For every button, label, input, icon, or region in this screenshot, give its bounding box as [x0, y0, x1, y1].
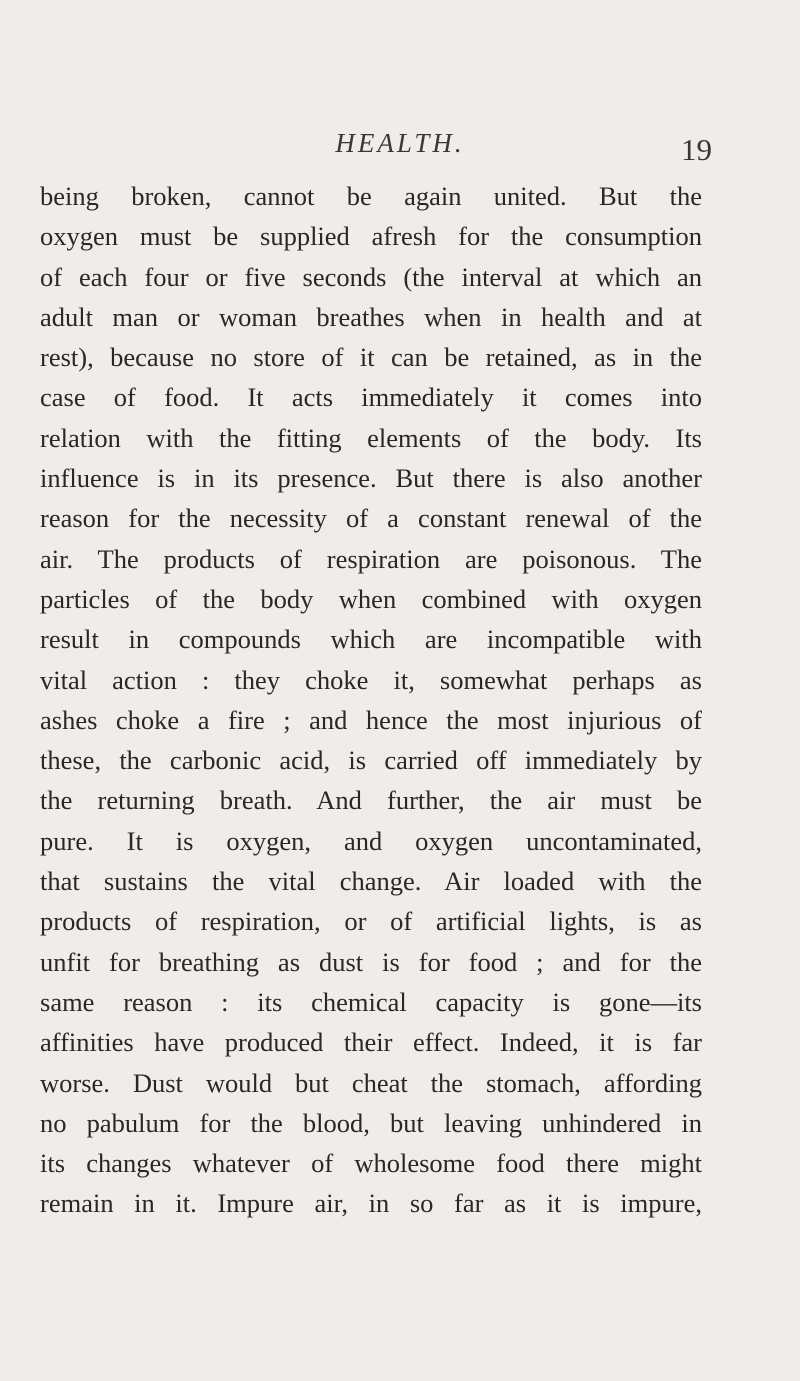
text-line: of each four or five seconds (the interval at which an	[40, 261, 702, 292]
text-line: that sustains the vital change. Air loaded with the	[40, 866, 702, 897]
text-line: no pabulum for the blood, but leaving unhindered in	[40, 1107, 702, 1138]
text-line: oxygen must be supplied afresh for the consumption	[40, 221, 702, 252]
text-line: relation with the fitting elements of the body. Its	[40, 422, 702, 453]
text-line: being broken, cannot be again united. But the	[40, 181, 702, 211]
text-line: adult man or woman breathes when in health and at	[40, 301, 702, 332]
text-line: unfit for breathing as dust is for food ; and for the	[40, 946, 702, 977]
text-line: products of respiration, or of artificial lights, is as	[40, 906, 702, 937]
text-line: worse. Dust would but cheat the stomach, affording	[40, 1067, 702, 1098]
text-line: its changes whatever of wholesome food there might	[40, 1148, 702, 1179]
page-number: 19	[681, 132, 712, 167]
text-line: particles of the body when combined with oxygen	[40, 583, 702, 614]
text-line: affinities have produced their effect. Indeed, it is far	[40, 1027, 702, 1058]
text-line: result in compounds which are incompatible with	[40, 624, 702, 655]
body-paragraph	[40, 176, 702, 1224]
text-line: case of food. It acts immediately it comes into	[40, 382, 702, 413]
text-line: vital action : they choke it, somewhat perhaps as	[40, 664, 702, 695]
text-line: same reason : its chemical capacity is gone—its	[40, 986, 702, 1017]
text-line: ashes choke a fire ; and hence the most injurious of	[40, 704, 702, 735]
running-title: HEALTH.	[335, 128, 465, 158]
text-line: remain in it. Impure air, in so far as it is impure,	[40, 1188, 702, 1219]
text-line: pure. It is oxygen, and oxygen uncontaminated,	[40, 825, 702, 856]
text-line: reason for the necessity of a constant renewal of the	[40, 503, 702, 534]
text-line: the returning breath. And further, the air must be	[40, 785, 702, 816]
text-line: influence is in its presence. But there is also another	[40, 463, 702, 494]
text-line: air. The products of respiration are poisonous. The	[40, 543, 702, 574]
text-line: rest), because no store of it can be retained, as in the	[40, 342, 702, 373]
text-line: these, the carbonic acid, is carried off immediately by	[40, 745, 702, 776]
